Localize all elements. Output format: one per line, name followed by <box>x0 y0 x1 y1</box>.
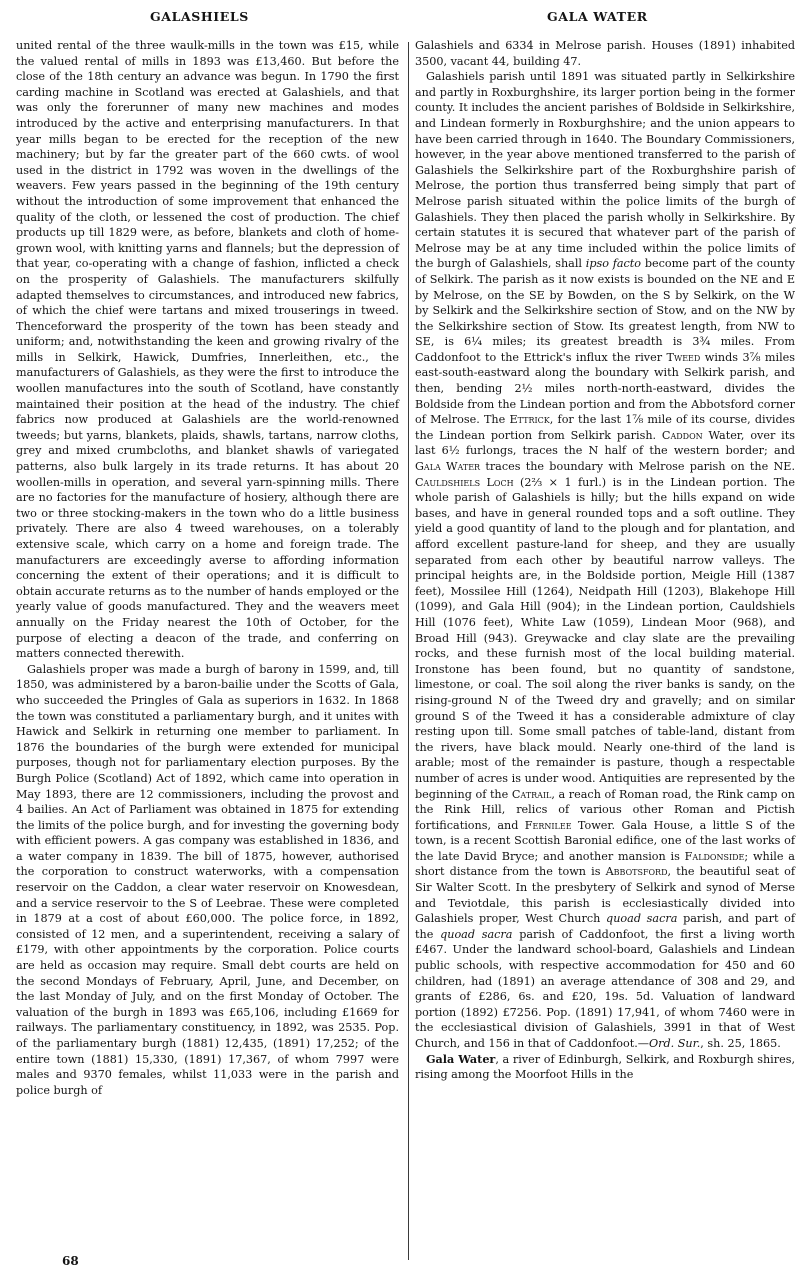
place-name-catrail: Catrail <box>511 787 552 801</box>
right-running-title: GALA WATER <box>547 9 648 24</box>
italic-ord-sur: Ord. Sur. <box>648 1037 701 1050</box>
place-name-fernilee: Fernilee <box>524 818 572 832</box>
page-number: 68 <box>62 1254 79 1268</box>
entry-gala-water: Gala Water, a river of Edinburgh, Selkirk, and Roxburgh shires, rising among the Moorfoot Hills in the <box>415 1051 795 1082</box>
italic-quoad-sacra-1: quoad sacra <box>606 912 678 926</box>
place-name-cauldshiels-loch: Cauldshiels Loch <box>415 475 514 489</box>
running-head <box>0 9 800 31</box>
place-name-abbotsford: Abbotsford <box>605 865 668 879</box>
left-column <box>16 38 399 1098</box>
column-divider <box>408 42 409 1260</box>
italic-quoad-sacra-2: quoad sacra <box>440 927 513 941</box>
entry-headword: Gala Water <box>426 1051 496 1066</box>
paragraph-galashiels-parish: Galashiels parish until 1891 was situated partly in Selkirkshire and partly in Roxburghshire, its larger portion being in the former county. It includes the ancient parishes of Boldside in Selkirkshire, and Lindean formerly in Roxburghshire; and the union appears to have been carried through in 1640. The Boundary Commissioners, however, in the year above mentioned transferred to the parish of Galashiels the Selkirkshire part of the Roxburghshire parish of Melrose, the portion thus transferred being simply that part of Melrose parish situated within the police limits of the burgh of Galashiels. They then placed the parish wholly in Selkirkshire. By certain statutes it is secured that whatever part of the parish of Melrose may be at any time included within the police limits of the burgh of Galashiels, shall ipso facto become part of the county of Selkirk. The parish as it now exists is bounded on the NE and E by Melrose, on the SE by Bowden, on the S by Selkirk, on the W by Selkirk and the Selkirkshire section of Stow, and on the NW by the Selkirkshire section of Stow. Its greatest length, from NW to SE, is 6¼ miles; its greatest breadth is 3¾ miles. From Caddonfoot to the Ettrick's influx the river Tweed winds 3⅞ miles east-south-eastward along the boundary with Selkirk parish, and then, bending 2½ miles north-north-eastward, divides the Boldside from the Lindean portion and from the Abbotsford corner of Melrose. The Ettrick, for the last 1⅞ mile of its course, divides the Lindean portion from Selkirk parish. Caddon Water, over its last 6½ furlongs, traces the N half of the western border; and Gala Water traces the boundary with Melrose parish on the NE. Cauldshiels Loch (2⅔ × 1 furl.) is in the Lindean portion. The whole parish of Galashiels is hilly; but the hills expand on wide bases, and have in general rounded tops and a soft outline. They yield a good quantity of land to the plough and for plantation, and afford excellent pasture-land for sheep, and they are usually separated from each other by beautiful narrow valleys. The principal heights are, in the Boldside portion, Meigle Hill (1387 feet), Mossilee Hill (1264), Neidpath Hill (1203), Blakehope Hill (1099), and Gala Hill (904); in the Lindean portion, Cauldshiels Hill (1076 feet), White Law (1059), Lindean Moor (968), and Broad Hill (943). Greywacke and clay slate are the prevailing rocks, and these furnish most of the local building material. Ironstone has been found, but no quantity of sandstone, limestone, or coal. The soil along the river banks is sandy, on the rising-ground N of the Tweed dry and gravelly; and on similar ground S of the Tweed it has a considerable admixture of clay resting upon till. Some small patches of table-land, distant from the rivers, have black mould. Nearly one-third of the land is arable; most of the remainder is pasture, though a respectable number of acres is under wood. Antiquities are represented by the beginning of the Catrail, a reach of Roman road, the Rink camp on the Rink Hill, relics of various other Roman and Pictish fortifications, and Fernilee Tower. Gala House, a little S of the town, is a recent Scottish Baronial edifice, one of the last works of the late David Bryce; and another mansion is Faldonside; while a short distance from the town is Abbotsford, the beautiful seat of Sir Walter Scott. In the presbytery of Selkirk and synod of Merse and Teviotdale, this parish is ecclesiastically divided into Galashiels proper, West Church quoad sacra parish, and part of the quoad sacra parish of Caddonfoot, the first a living worth £467. Under the landward school-board, Galashiels and Lindean public schools, with respective accommodation for 450 and 60 children, had (1891) an average attendance of 308 and 29, and grants of £286, 6s. and £20, 19s. 5d. Valuation of landward portion (1892) £7256. Pop. (1891) 17,941, of whom 7460 were in the ecclesiastical division of Galashiels, 3991 in that of West Church, and 156 in that of Caddonfoot.—Ord. Sur., sh. 25, 1865. <box>415 70 796 1050</box>
italic-ipso-facto: ipso facto <box>585 257 642 271</box>
paragraph-population-continued: Galashiels and 6334 in Melrose parish. Houses (1891) inhabited 3500, vacant 44, building 47. <box>415 39 795 68</box>
right-column <box>415 38 795 1083</box>
place-name-caddon: Caddon <box>661 428 703 442</box>
place-name-faldonside: Faldonside <box>684 849 745 863</box>
paragraph-woollen-industry: united rental of the three waulk-mills in the town was £15, while the valued rental of mills in 1893 was £13,460. But before the close of the 18th century an advance was begun. In 1790 the first carding machine in Scotland was erected at Galashiels, and that was only the forerunner of many new machines and modes introduced by the active and enterprising manufacturers. In that year mills began to be erected for the reception of the new machinery; but by far the greater part of the 660 cwts. of wool used in the district in 1792 was woven in the dwellings of the weavers. Few years passed in the beginning of the 19th century without the introduction of some improvement that enhanced the quality of the cloth, or lessened the cost of production. The chief products up till 1829 were, as before, blankets and cloth of home-grown wool, with knitting yarns and flannels; but the depression of that year, co-operating with a change of fashion, inflicted a check on the prosperity of Galashiels. The manufacturers skilfully adapted themselves to circumstances, and introduced new fabrics, of which the chief were tartans and mixed trouserings in tweed. Thenceforward the prosperity of the town has been steady and uniform; and, notwithstanding the keen and growing rivalry of the mills in Selkirk, Hawick, Dumfries, Innerleithen, etc., the manufacturers of Galashiels, as they were the first to introduce the woollen manufactures into the south of Scotland, have constantly maintained their position at the head of the industry. The chief fabrics now produced at Galashiels are the world-renowned tweeds; but yarns, blankets, plaids, shawls, tartans, narrow cloths, grey and mixed crumbcloths, and blanket shawls of variegated patterns, also bulk largely in its trade returns. It has about 20 woollen-mills in operation, and several yarn-spinning mills. There are no factories for the manufacture of hosiery, although there are two or three stocking-makers in the town who do a little business privately. There are also 4 tweed warehouses, on a tolerably extensive scale, which carry on a home and foreign trade. The manufacturers are exceedingly averse to affording information concerning the extent of their operations; and it is difficult to obtain accurate returns as to the number of hands employed or the yearly value of goods manufactured. They and the weavers meet annually on the Friday nearest the 10th of October, for the purpose of electing a deacon of the trade, and conferring on matters connected therewith. <box>16 39 399 661</box>
place-name-tweed: Tweed <box>666 350 701 364</box>
left-running-title: GALASHIELS <box>150 9 249 24</box>
place-name-ettrick: Ettrick <box>509 413 550 427</box>
place-name-gala-water: Gala Water <box>415 460 481 474</box>
paragraph-burgh-government: Galashiels proper was made a burgh of barony in 1599, and, till 1850, was administered by a baron-bailie under the Scotts of Gala, who succeeded the Pringles of Gala as superiors in 1632. In 1868 the town was constituted a parliamentary burgh, and it unites with Hawick and Selkirk in returning one member to parliament. In 1876 the boundaries of the burgh were extended for municipal purposes, though not for parliamentary election purposes. By the Burgh Police (Scotland) Act of 1892, which came into operation in May 1893, there are 12 commissioners, including the provost and 4 bailies. An Act of Parliament was obtained in 1875 for extending the limits of the police burgh, and for investing the governing body with efficient powers. A gas company was established in 1836, and a water company in 1839. The bill of 1875, however, authorised the corporation to construct waterworks, with a compensation reservoir on the Caddon, a clear water reservoir on Knowesdean, and a service reservoir to the S of Leebrae. These were completed in 1879 at a cost of about £60,000. The police force, in 1892, consisted of 12 men, and a superintendent, receiving a salary of £179, with other appointments by the corporation. Police courts are held as occasion may require. Small debt courts are held on the second Mondays of February, April, June, and December, on the last Monday of July, and on the first Monday of October. The valuation of the burgh in 1893 was £65,106, including £1669 for railways. The parliamentary constituency, in 1892, was 2535. Pop. of the parliamentary burgh (1881) 12,435, (1891) 17,252; of the entire town (1881) 15,330, (1891) 17,367, of whom 7997 were males and 9370 females, whilst 11,033 were in the parish and police burgh of <box>16 662 399 1097</box>
